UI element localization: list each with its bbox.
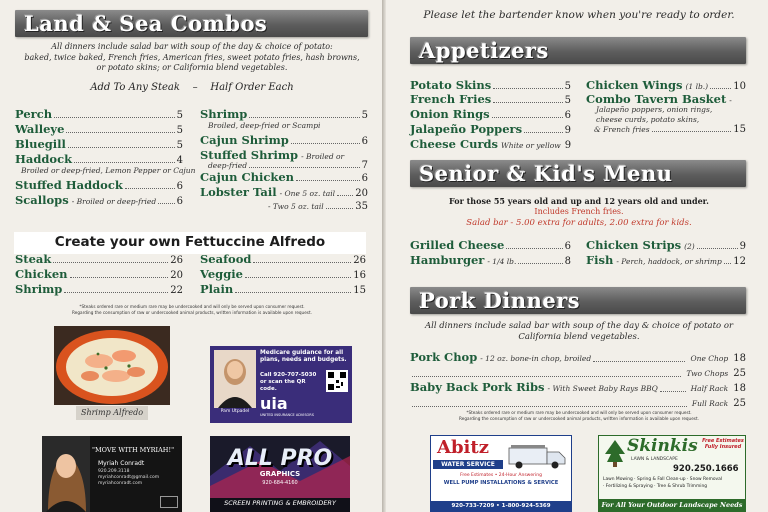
uia-headline: Medicare guidance for all plans, needs and budgets. xyxy=(260,350,347,363)
abitz-water-ad xyxy=(430,435,572,512)
all-pro-brand: ALL PRO xyxy=(227,446,333,471)
all-pro-sub: GRAPHICS xyxy=(259,470,301,478)
pork-intro: All dinners include salad bar with soup of the day & choice of potato or California blend vegetables. xyxy=(424,321,734,342)
menu-item: Haddock 4 xyxy=(15,152,183,166)
menu-item: Fish - Perch, haddock, or shrimp 12 xyxy=(586,253,746,267)
left-fine-print: *Steaks ordered rare or medium rare may be undercooked and will only be served upon consumer request. Regarding the consumption of raw or undercooked animal products, written information is available upon request. xyxy=(72,304,312,315)
left-menu-page xyxy=(0,0,382,512)
menu-item: Combo Tavern Basket - xyxy=(586,92,732,106)
menu-item-continued: & French fries 15 xyxy=(594,124,746,135)
fettuccine-item: Seafood 26 xyxy=(200,252,366,266)
realtor-photo xyxy=(42,436,90,512)
fettuccine-item: Steak 26 xyxy=(15,252,183,266)
skinkis-tagline: For All Your Outdoor Landscape Needs xyxy=(599,499,745,511)
skinkis-services: Lawn Mowing · Spring & Fall Clean-up · Snow Removal · Fertilizing & Spraying · Tree & Shrub Trimming xyxy=(603,477,723,489)
menu-item: Bluegill 5 xyxy=(15,137,183,151)
abitz-tag: Free Estimates • 24-Hour Answering xyxy=(460,473,542,478)
pork-banner xyxy=(410,287,746,314)
appetizers-banner xyxy=(410,37,746,64)
plate-icon xyxy=(54,326,170,405)
all-pro-graphics-ad xyxy=(210,436,350,512)
skinkis-brand: Skinkis xyxy=(627,436,698,456)
menu-item-continued: deep-fried 7 xyxy=(208,160,368,171)
skinkis-sub: LAWN & LANDSCAPE xyxy=(631,457,678,462)
menu-item: Cheese Curds White or yellow 9 xyxy=(410,137,572,151)
uia-logo: uia UNITED INSURANCE ADVISORS xyxy=(260,394,314,417)
menu-item-continued: - Two 5 oz. tail 35 xyxy=(268,201,368,212)
menu-item: Stuffed Haddock 6 xyxy=(15,178,183,192)
menu-item: Lobster Tail - One 5 oz. tail 20 xyxy=(200,185,368,199)
menu-item: Shrimp 5 xyxy=(200,107,368,121)
abitz-phones: 920-733-7209 • 1-800-924-5369 xyxy=(431,501,571,511)
menu-item: Hamburger - 1/4 lb. 8 xyxy=(410,253,571,267)
skinkis-phone: 920.250.1666 xyxy=(673,464,739,474)
all-pro-tagline: SCREEN PRINTING & EMBROIDERY xyxy=(224,499,336,507)
menu-item: Cajun Shrimp 6 xyxy=(200,133,368,147)
senior-fries: Includes French fries. xyxy=(534,207,624,216)
myriah-slogan: "MOVE WITH MYRIAH!" xyxy=(92,446,175,454)
pork-item: Full Rack 25 xyxy=(410,391,746,410)
senior-kids-title: Senior & Kid's Menu xyxy=(419,161,673,186)
senior-kids-banner xyxy=(410,160,746,187)
right-menu-page xyxy=(386,0,768,512)
senior-note: For those 55 years old and up and 12 years old and under. xyxy=(449,196,709,206)
all-pro-phone: 920-684-4160 xyxy=(262,480,298,486)
service-truck-icon xyxy=(507,440,569,470)
agent-name: Pam Utpadel xyxy=(220,409,250,414)
item-description: cheese curds, potato skins, xyxy=(596,115,700,124)
add-to-steak-line: Add To Any Steak – Half Order Each xyxy=(90,82,294,93)
menu-item: Grilled Cheese 6 xyxy=(410,238,571,252)
menu-item: Chicken Strips (2) 9 xyxy=(586,238,746,252)
pork-title: Pork Dinners xyxy=(419,288,581,313)
right-fine-print: *Steaks ordered rare or medium rare may be undercooked and will only be served upon consumer request. Regarding the consumption of raw or undercooked animal products, written information is available upon request. xyxy=(459,410,699,421)
menu-item: Potato Skins 5 xyxy=(410,78,571,92)
myriah-realtor-ad xyxy=(42,436,182,512)
uia-medicare-ad xyxy=(210,346,352,423)
myriah-name: Myriah Conradt xyxy=(98,460,145,467)
menu-item: Walleye 5 xyxy=(15,122,183,136)
bartender-note: Please let the bartender know when you're ready to order. xyxy=(423,9,735,21)
menu-item: Cajun Chicken 6 xyxy=(200,170,368,184)
skinkis-badge: Free Estimates Fully Insured xyxy=(702,438,744,450)
shrimp-alfredo-photo xyxy=(54,326,170,405)
agent-photo xyxy=(214,350,256,408)
abitz-service: WATER SERVICE xyxy=(433,460,503,469)
qr-code-icon xyxy=(326,370,348,392)
menu-item: Stuffed Shrimp - Broiled or xyxy=(200,148,345,162)
brokerage-logo-icon xyxy=(160,496,178,508)
fettuccine-item: Chicken 20 xyxy=(15,267,183,281)
menu-item: Perch 5 xyxy=(15,107,183,121)
item-description: Broiled or deep-fried, Lemon Pepper or Cajun xyxy=(21,166,196,175)
land-sea-banner xyxy=(15,10,368,37)
appetizers-title: Appetizers xyxy=(419,38,549,63)
pork-item: Baby Back Pork Ribs - With Sweet Baby Rays BBQ Half Rack 18 xyxy=(410,380,746,394)
uia-call: Call 920-707-5030 or scan the QR code. xyxy=(260,372,317,392)
myriah-contact: 920.209.3118 myriahconradt@gmail.com myriahconradt.com xyxy=(98,469,160,486)
abitz-headline: WELL PUMP INSTALLATIONS & SERVICE xyxy=(443,480,559,486)
fettuccine-item: Veggie 16 xyxy=(200,267,366,281)
photo-caption: Shrimp Alfredo xyxy=(76,406,148,420)
skinkis-lawn-ad xyxy=(598,435,746,512)
abitz-brand: Abitz xyxy=(437,437,489,458)
pork-item: Pork Chop - 12 oz. bone-in chop, broiled One Chop 18 xyxy=(410,350,746,364)
menu-item: Jalapeño Poppers 9 xyxy=(410,122,571,136)
land-sea-intro: All dinners include salad bar with soup of the day & choice of potato: baked, twice baked, French fries, American fries, sweet potato fries, hash browns, or potato skins; or California blend vegetables. xyxy=(24,42,360,72)
item-description: Broiled, deep-fried or Scampi xyxy=(208,121,321,130)
item-description: Jalapeño poppers, onion rings, xyxy=(596,105,713,114)
tree-icon xyxy=(603,438,627,468)
fettuccine-title: Create your own Fettuccine Alfredo xyxy=(54,234,326,250)
fettuccine-header xyxy=(14,232,366,254)
menu-item: French Fries 5 xyxy=(410,92,571,106)
pork-item: Two Chops 25 xyxy=(410,361,746,380)
menu-item: Onion Rings 6 xyxy=(410,107,571,121)
senior-salad: Salad bar - 5.00 extra for adults, 2.00 extra for kids. xyxy=(466,218,692,228)
fettuccine-item: Plain 15 xyxy=(200,282,366,296)
menu-item: Chicken Wings (1 lb.) 10 xyxy=(586,78,746,92)
land-sea-title: Land & Sea Combos xyxy=(24,11,268,36)
fettuccine-item: Shrimp 22 xyxy=(15,282,183,296)
person-icon xyxy=(214,350,256,408)
menu-item: Scallops - Broiled or deep-fried 6 xyxy=(15,193,183,207)
